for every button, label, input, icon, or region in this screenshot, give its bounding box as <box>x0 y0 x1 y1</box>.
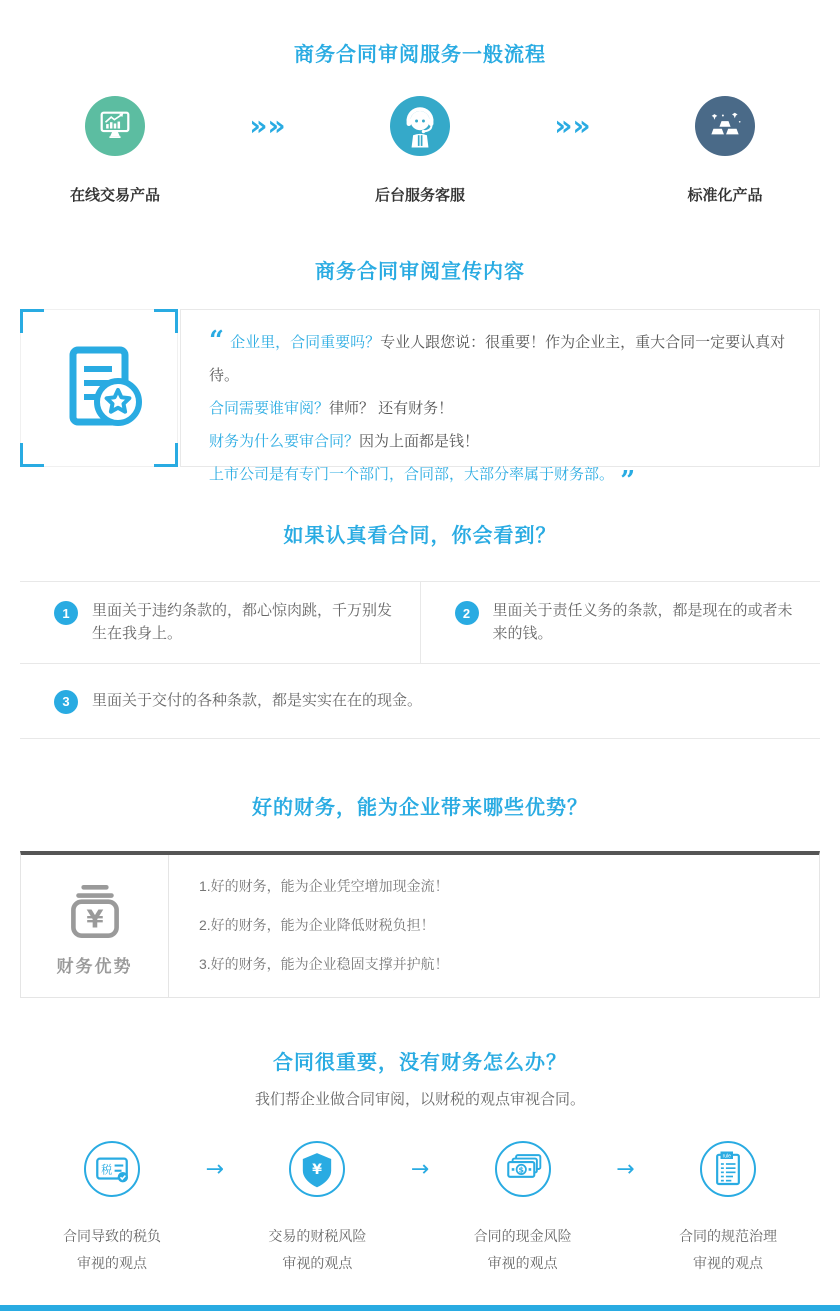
number-badge: 3 <box>54 690 78 714</box>
frame-corner <box>154 443 178 467</box>
quote-line: 合同需要谁审阅？律师？ 还有财务！ <box>209 400 454 417</box>
advantages-badge-label: 财务优势 <box>56 956 133 976</box>
number-badge: 2 <box>455 601 479 625</box>
findings-title: 如果认真看合同，你会看到？ <box>283 525 557 547</box>
open-quote-mark: “ <box>209 326 224 356</box>
finding-item-1: 1 里面关于违约条款的，都心惊肉跳，千万别发生在我身上。 <box>20 582 421 663</box>
solution-step-cash <box>447 1141 599 1276</box>
findings-row <box>20 664 820 739</box>
document-star-icon <box>49 338 149 438</box>
svg-text:税: 税 <box>101 1164 113 1177</box>
frame-corner <box>20 443 44 467</box>
bottom-accent-bar <box>0 1305 840 1311</box>
headset-agent-icon <box>390 96 450 156</box>
chevron-double-right-icon: »» <box>554 109 591 142</box>
promo-quote-box <box>180 309 820 496</box>
monitor-chart-icon <box>85 96 145 156</box>
findings-row <box>20 582 820 664</box>
solution-step-tax <box>36 1141 188 1276</box>
arrow-right-icon: → <box>410 1157 430 1182</box>
advantages-title: 好的财务，能为企业带来哪些优势？ <box>252 797 588 819</box>
tax-certificate-icon <box>84 1141 140 1197</box>
finding-item-3: 3 里面关于交付的各种条款，都是实实在在的现金。 <box>20 664 820 738</box>
gold-bars-icon <box>695 96 755 156</box>
process-title: 商务合同审阅服务一般流程 <box>294 44 546 66</box>
promo-title: 商务合同审阅宣传内容 <box>315 261 525 283</box>
quote-line: 财务为什么要审合同？因为上面都是钱！ <box>209 433 480 450</box>
number-badge: 1 <box>54 601 78 625</box>
svg-text:rule: rule <box>722 1153 731 1160</box>
arrow-right-icon: → <box>205 1157 224 1182</box>
chevron-double-right-icon: »» <box>249 109 286 142</box>
solution-step-label: 交易的财税风险 审视的观点 <box>268 1228 367 1271</box>
advantages-panel <box>20 851 820 998</box>
process-step-support-agent <box>345 96 495 205</box>
promo-panel <box>20 309 820 496</box>
process-steps-row <box>0 96 840 205</box>
advantages-badge <box>21 855 169 997</box>
quote-line: 上市公司是有专门一个部门，合同部，大部分率属于财务部。 ” <box>209 466 636 496</box>
process-step-label: 标准化产品 <box>687 187 763 204</box>
svg-text:¥: ¥ <box>85 903 104 933</box>
process-step-label: 后台服务客服 <box>374 187 465 204</box>
money-jar-icon <box>59 876 131 948</box>
solution-step-label: 合同的现金风险 审视的观点 <box>473 1228 572 1271</box>
advantage-item: 3.好的财务，能为企业稳固支撑并护航！ <box>199 956 449 973</box>
solution-steps-row <box>0 1141 840 1276</box>
solution-step-governance <box>652 1141 804 1276</box>
solution-step-label: 合同的规范治理 审视的观点 <box>678 1228 777 1271</box>
solution-title: 合同很重要，没有财务怎么办？ <box>273 1052 567 1074</box>
process-step-online-product <box>40 96 190 205</box>
close-quote-mark: ” <box>620 466 636 496</box>
frame-corner <box>20 309 44 333</box>
advantage-item: 1.好的财务，能为企业凭空增加现金流！ <box>199 878 449 894</box>
rules-document-icon <box>700 1141 756 1197</box>
process-step-label: 在线交易产品 <box>69 187 160 204</box>
document-star-frame <box>20 309 178 467</box>
solution-step-risk <box>241 1141 393 1276</box>
shield-yen-icon <box>289 1141 345 1197</box>
svg-text:$: $ <box>518 1165 524 1175</box>
quote-line: “ 企业里，合同重要吗？专业人跟您说：很重要！作为企业主，重大合同一定要认真对待。 <box>209 326 786 384</box>
process-step-standard-product <box>650 96 800 205</box>
finding-item-2: 2 里面关于责任义务的条款，都是现在的或者未来的钱。 <box>421 582 821 663</box>
findings-grid <box>20 581 820 739</box>
solution-subtitle: 我们帮企业做合同审阅，以财税的观点审视合同。 <box>254 1091 585 1108</box>
banknotes-icon <box>495 1141 551 1197</box>
advantages-list <box>169 855 819 997</box>
solution-step-label: 合同导致的税负 审视的观点 <box>63 1228 161 1271</box>
frame-corner <box>154 309 178 333</box>
arrow-right-icon: → <box>616 1157 635 1182</box>
svg-text:¥: ¥ <box>312 1162 323 1178</box>
advantage-item: 2.好的财务，能为企业降低财税负担！ <box>199 917 435 934</box>
